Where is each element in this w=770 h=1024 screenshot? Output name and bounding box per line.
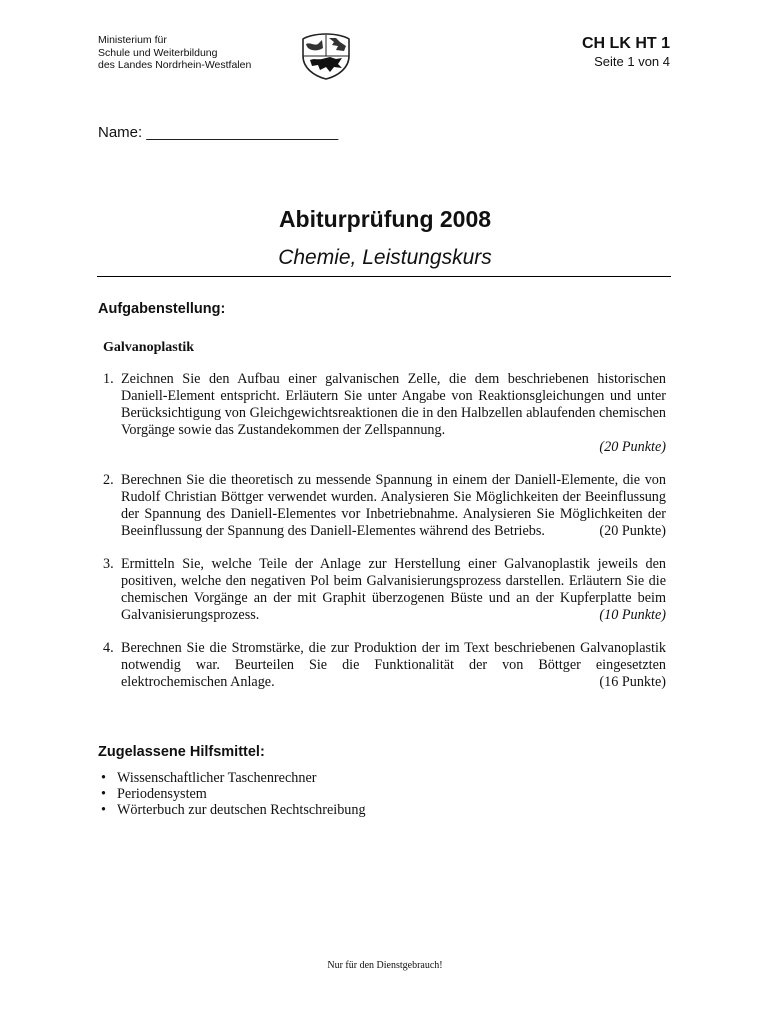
task-item bbox=[103, 640, 666, 691]
topic-heading: Galvanoplastik bbox=[103, 340, 195, 355]
aid-label: Wissenschaftlicher Taschenrechner bbox=[117, 770, 317, 786]
task-text: Berechnen Sie die Stromstärke, die zur Produktion der im Text beschriebenen Galvanoplastik notwendig war. Beurteilen Sie die Funktionalität der von Böttger eingesetzten elektrochemischen Anlage. bbox=[121, 640, 666, 690]
task-heading: Aufgabenstellung: bbox=[98, 301, 226, 317]
aid-label: Periodensystem bbox=[117, 786, 207, 802]
task-points: (10 Punkte) bbox=[599, 607, 666, 623]
aid-item bbox=[98, 786, 366, 802]
task-text: Berechnen Sie die theoretisch zu messende Spannung in einem der Daniell-Elemente, die von Rudolf Christian Böttger verwendet wurden. Analysieren Sie Möglichkeiten der Beeinflussung der Spannung des Daniell-Elementes vor Inbetriebnahme. Analysieren Sie Möglichkeiten der Beeinflussung der Spannung des Daniell-Elementes während des Betriebs. bbox=[121, 472, 666, 539]
title-divider bbox=[97, 276, 671, 277]
bullet-icon: • bbox=[101, 786, 106, 802]
task-points: (20 Punkte) bbox=[599, 523, 666, 539]
bullet-icon: • bbox=[101, 770, 106, 786]
ministry-line: des Landes Nordrhein-Westfalen bbox=[98, 59, 252, 71]
ministry-line: Schule und Weiterbildung bbox=[98, 46, 218, 59]
ministry-line: Ministerium für bbox=[98, 34, 167, 46]
exam-code-block bbox=[582, 34, 670, 70]
aid-item bbox=[98, 802, 366, 818]
task-item bbox=[103, 556, 666, 624]
bullet-icon: • bbox=[101, 802, 106, 818]
task-number: 1. bbox=[103, 371, 114, 387]
aids-list bbox=[98, 770, 366, 818]
page-title: Abiturprüfung 2008 bbox=[278, 206, 492, 232]
name-field-line: Name: _______________________ bbox=[98, 124, 339, 141]
aid-label: Wörterbuch zur deutschen Rechtschreibung bbox=[117, 802, 366, 818]
page-subtitle: Chemie, Leistungskurs bbox=[278, 246, 492, 269]
task-text: Ermitteln Sie, welche Teile der Anlage zur Herstellung einer Galvanoplastik jeweils den positiven, welche den negativen Pol beim Galvanisierungsprozess darstellen. Erläutern Sie die chemischen Vorgänge an der mit Graphit überzogenen Büste und an der Kupferplatte beim Galvanisierungsprozess. bbox=[121, 556, 666, 623]
aids-heading: Zugelassene Hilfsmittel: bbox=[98, 744, 265, 760]
task-number: 3. bbox=[103, 556, 114, 572]
ministry-name bbox=[98, 34, 251, 72]
coat-of-arms-logo bbox=[300, 32, 352, 80]
page-indicator: Seite 1 von 4 bbox=[594, 54, 670, 69]
footer-note: Nur für den Dienstgebrauch! bbox=[327, 960, 443, 971]
aid-item bbox=[98, 770, 366, 786]
task-points: (16 Punkte) bbox=[599, 674, 666, 690]
task-number: 4. bbox=[103, 640, 114, 656]
task-text: Zeichnen Sie den Aufbau einer galvanischen Zelle, die dem beschriebenen historischen Daniell-Element entspricht. Erläutern Sie unter Angabe von Reaktionsgleichungen und unter Berücksichtigung von Gleichgewichtsreaktionen die in den Halbzellen ablaufenden chemischen Vorgänge sowie das Zustandekommen der Zellspannung. bbox=[121, 371, 666, 438]
task-item bbox=[103, 371, 666, 456]
task-number: 2. bbox=[103, 472, 114, 488]
task-item bbox=[103, 472, 666, 540]
task-list bbox=[103, 371, 666, 707]
exam-code: CH LK HT 1 bbox=[582, 35, 670, 52]
task-points: (20 Punkte) bbox=[599, 439, 666, 455]
